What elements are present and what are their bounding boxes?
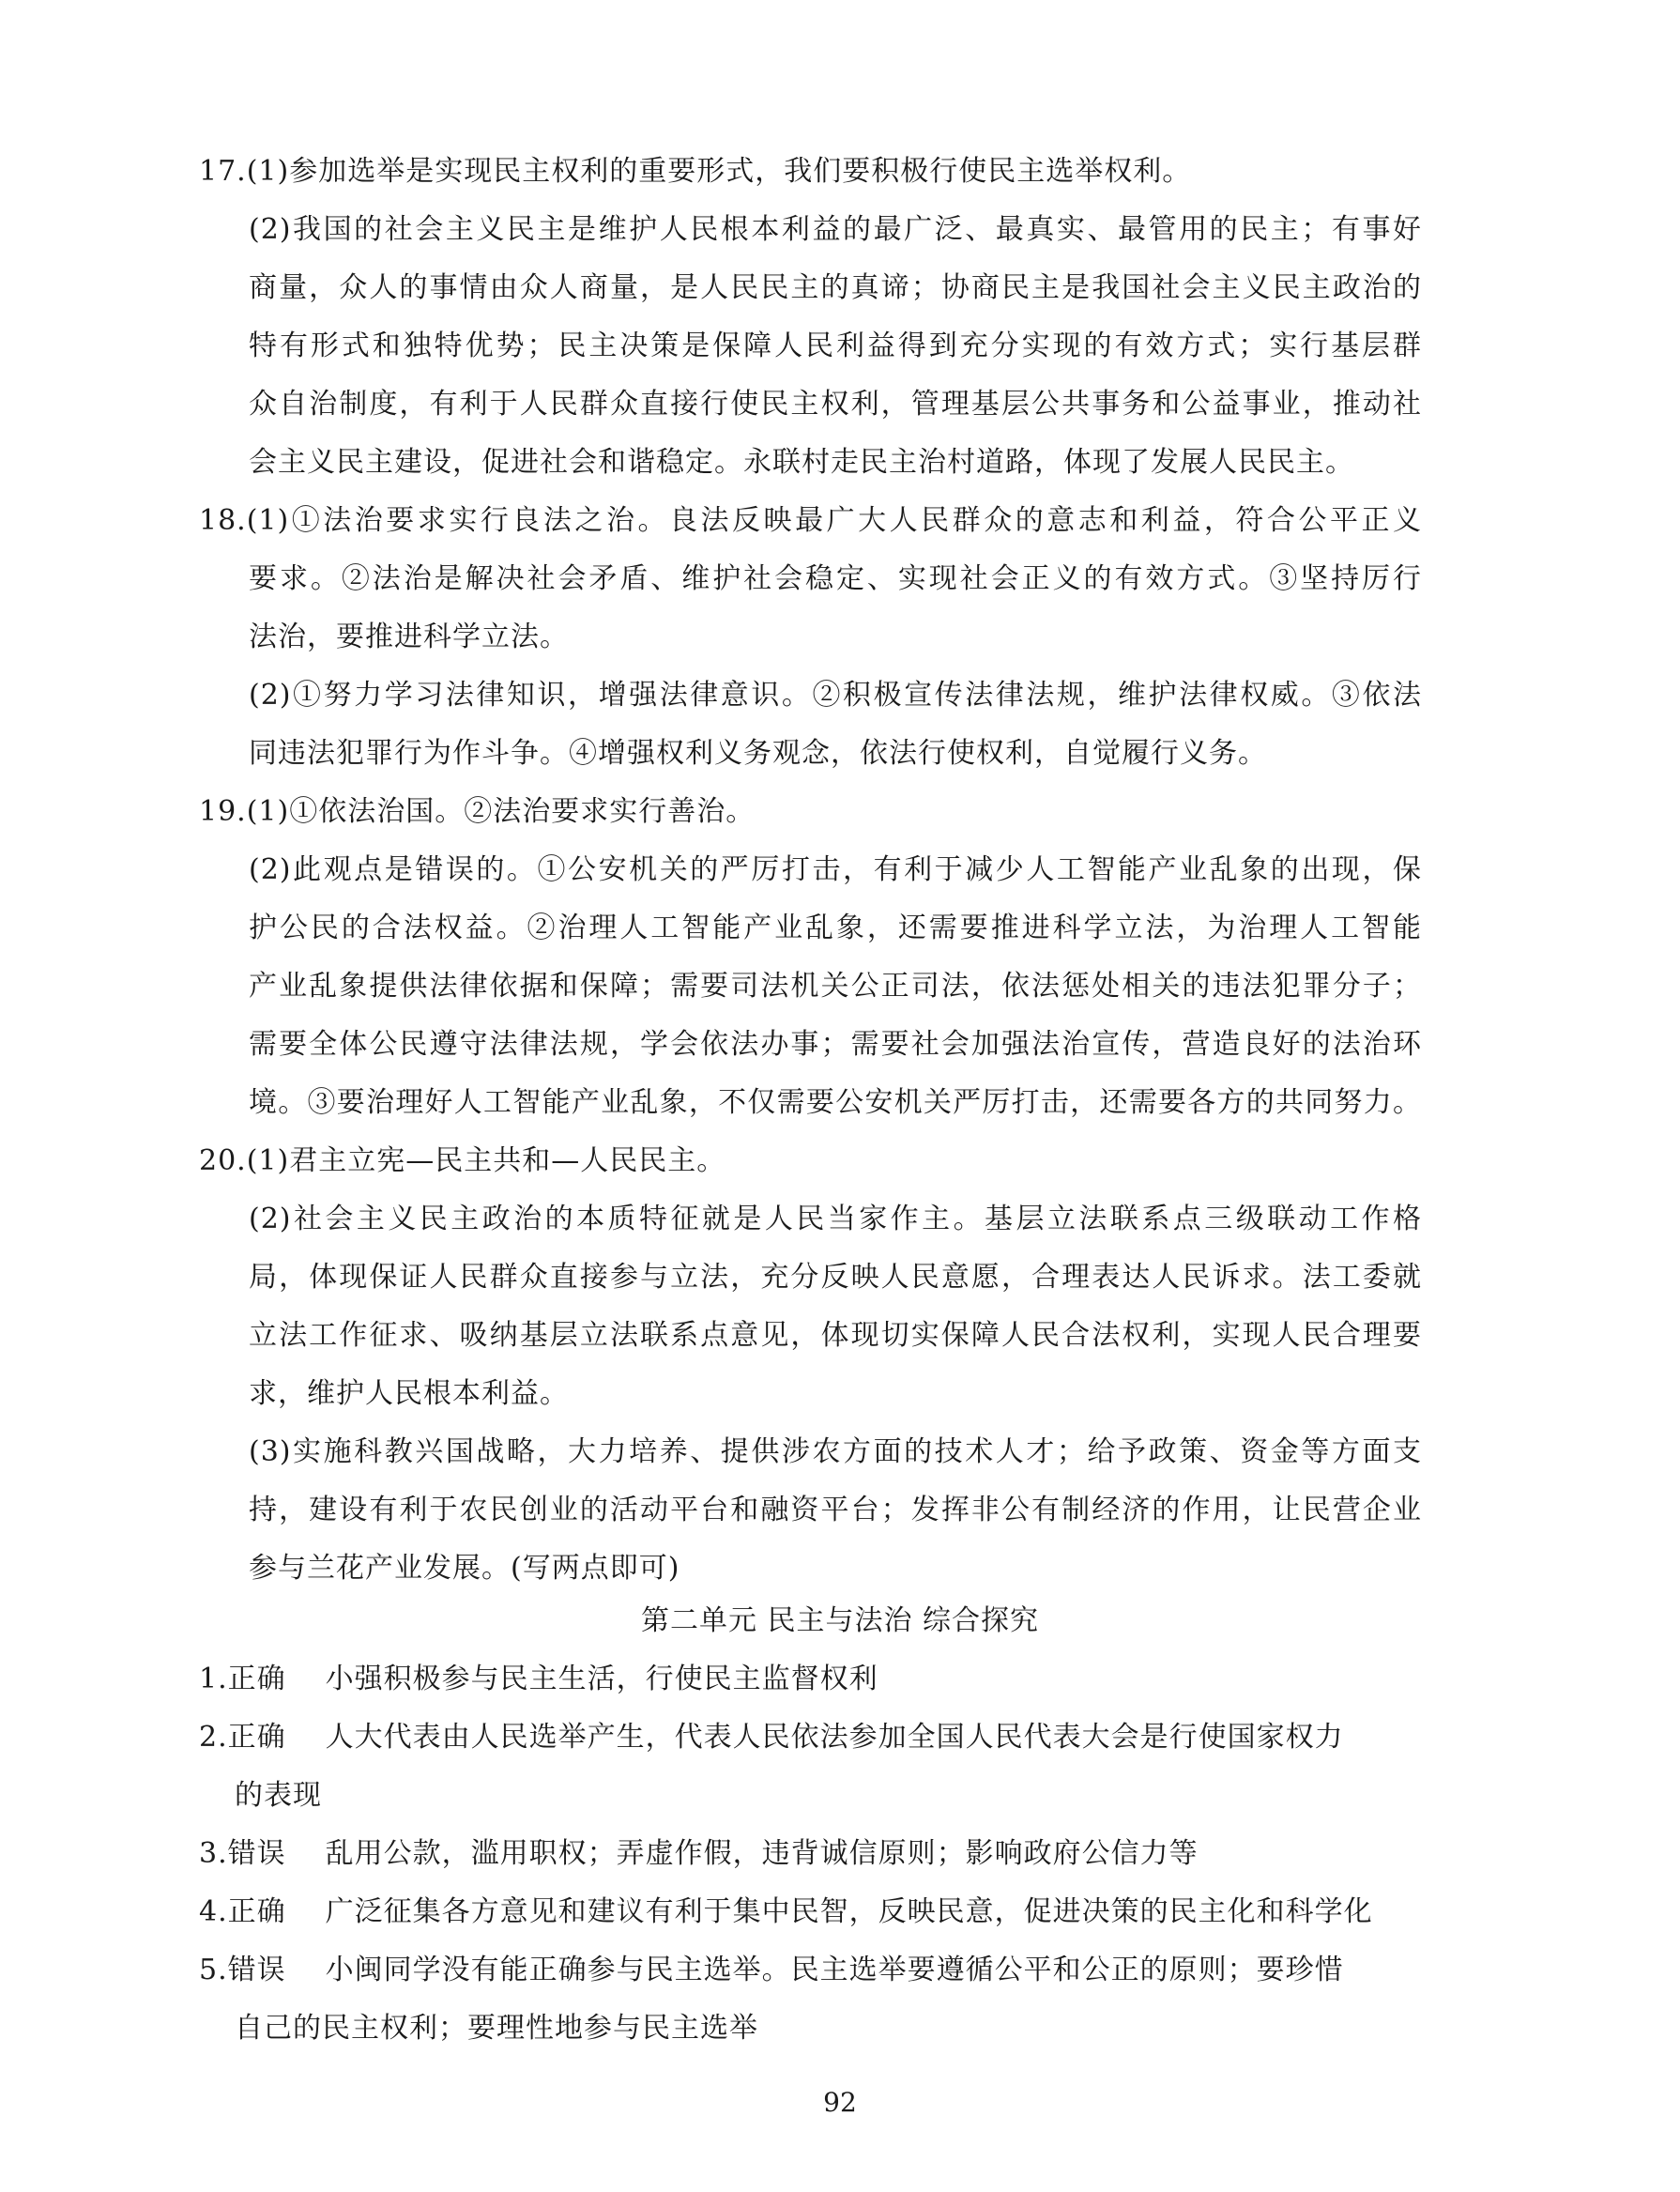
item-number: 5. — [199, 1954, 228, 1986]
q17-part1: 17.(1)参加选举是实现民主权利的重要形式，我们要积极行使民主选举权利。 — [199, 155, 1192, 188]
inquiry-item-2-cont: 的表现 — [235, 1779, 322, 1812]
q20-part1: 20.(1)君主立宪—民主共和—人民民主。 — [199, 1144, 726, 1177]
item-verdict: 正确 — [227, 1663, 286, 1695]
q20-part2-line4: 求，维护人民根本利益。 — [249, 1377, 569, 1410]
q17-part2-line2: 商量，众人的事情由众人商量，是人民民主的真谛；协商民主是我国社会主义民主政治的 — [249, 271, 1422, 304]
q17-part2-line4: 众自治制度，有利于人民群众直接行使民主权利，管理基层公共事务和公益事业，推动社 — [249, 388, 1422, 421]
item-verdict: 错误 — [227, 1837, 286, 1870]
q20-part3-line3: 参与兰花产业发展。(写两点即可) — [249, 1552, 680, 1585]
page-number: 92 — [823, 2087, 857, 2118]
q19-part2-line3: 产业乱象提供法律依据和保障；需要司法机关公正司法，依法惩处相关的违法犯罪分子； — [249, 970, 1422, 1003]
q17-part2-line1: (2)我国的社会主义民主是维护人民根本利益的最广泛、最真实、最管用的民主；有事好 — [249, 213, 1422, 246]
q20-part2-line1: (2)社会主义民主政治的本质特征就是人民当家作主。基层立法联系点三级联动工作格 — [249, 1203, 1422, 1235]
item-text: 广泛征集各方意见和建议有利于集中民智，反映民意，促进决策的民主化和科学化 — [325, 1895, 1373, 1928]
q17-part2-line3: 特有形式和独特优势；民主决策是保障人民利益得到充分实现的有效方式；实行基层群 — [249, 330, 1422, 362]
q19-part2-line2: 护公民的合法权益。②治理人工智能产业乱象，还需要推进科学立法，为治理人工智能 — [249, 912, 1422, 944]
item-number: 4. — [199, 1895, 228, 1928]
q20-part2-line2: 局，体现保证人民群众直接参与立法，充分反映人民意愿，合理表达人民诉求。法工委就 — [249, 1261, 1422, 1294]
inquiry-item-5 — [199, 1952, 1344, 1989]
q20-part3-line1: (3)实施科教兴国战略，大力培养、提供涉农方面的技术人才；给予政策、资金等方面支 — [249, 1435, 1422, 1468]
inquiry-item-2 — [199, 1719, 1344, 1756]
q17-part2-line5: 会主义民主建设，促进社会和谐稳定。永联村走民主治村道路，体现了发展人民民主。 — [249, 446, 1354, 479]
item-text: 乱用公款，滥用职权；弄虚作假，违背诚信原则；影响政府公信力等 — [325, 1837, 1199, 1870]
q20-part3-line2: 持，建设有利于农民创业的活动平台和融资平台；发挥非公有制经济的作用，让民营企业 — [249, 1494, 1422, 1526]
q20-part2-line3: 立法工作征求、吸纳基层立法联系点意见，体现切实保障人民合法权利，实现人民合理要 — [249, 1319, 1422, 1352]
item-verdict: 错误 — [227, 1954, 286, 1986]
q19-part1: 19.(1)①依法治国。②法治要求实行善治。 — [199, 795, 756, 828]
item-text: 小强积极参与民主生活，行使民主监督权利 — [325, 1663, 878, 1695]
inquiry-item-5-cont: 自己的民主权利；要理性地参与民主选举 — [235, 2012, 758, 2045]
item-text: 小闽同学没有能正确参与民主选举。民主选举要遵循公平和公正的原则；要珍惜 — [325, 1954, 1344, 1986]
q18-part1-line3: 法治，要推进科学立法。 — [249, 621, 569, 653]
item-number: 3. — [199, 1837, 228, 1870]
q19-part2-line5: 境。③要治理好人工智能产业乱象，不仅需要公安机关严厉打击，还需要各方的共同努力。 — [249, 1086, 1422, 1119]
q19-part2-line1: (2)此观点是错误的。①公安机关的严厉打击，有利于减少人工智能产业乱象的出现，保 — [249, 853, 1422, 886]
item-number: 1. — [199, 1663, 228, 1695]
inquiry-item-1 — [199, 1661, 878, 1698]
q18-part2-line2: 同违法犯罪行为作斗争。④增强权利义务观念，依法行使权利，自觉履行义务。 — [249, 737, 1267, 770]
item-text: 人大代表由人民选举产生，代表人民依法参加全国人民代表大会是行使国家权力 — [325, 1721, 1344, 1754]
item-verdict: 正确 — [227, 1721, 286, 1754]
item-verdict: 正确 — [227, 1895, 286, 1928]
inquiry-item-4 — [199, 1893, 1373, 1931]
q18-part1-line2: 要求。②法治是解决社会矛盾、维护社会稳定、实现社会正义的有效方式。③坚持厉行 — [249, 562, 1422, 595]
section-title: 第二单元 民主与法治 综合探究 — [640, 1604, 1040, 1637]
q18-part1-line1: 18.(1)①法治要求实行良法之治。良法反映最广大人民群众的意志和利益，符合公平正义 — [199, 504, 1422, 537]
q18-part2-line1: (2)①努力学习法律知识，增强法律意识。②积极宣传法律法规，维护法律权威。③依法 — [249, 679, 1422, 712]
inquiry-item-3 — [199, 1835, 1199, 1873]
item-number: 2. — [199, 1721, 228, 1754]
q19-part2-line4: 需要全体公民遵守法律法规，学会依法办事；需要社会加强法治宣传，营造良好的法治环 — [249, 1028, 1422, 1061]
